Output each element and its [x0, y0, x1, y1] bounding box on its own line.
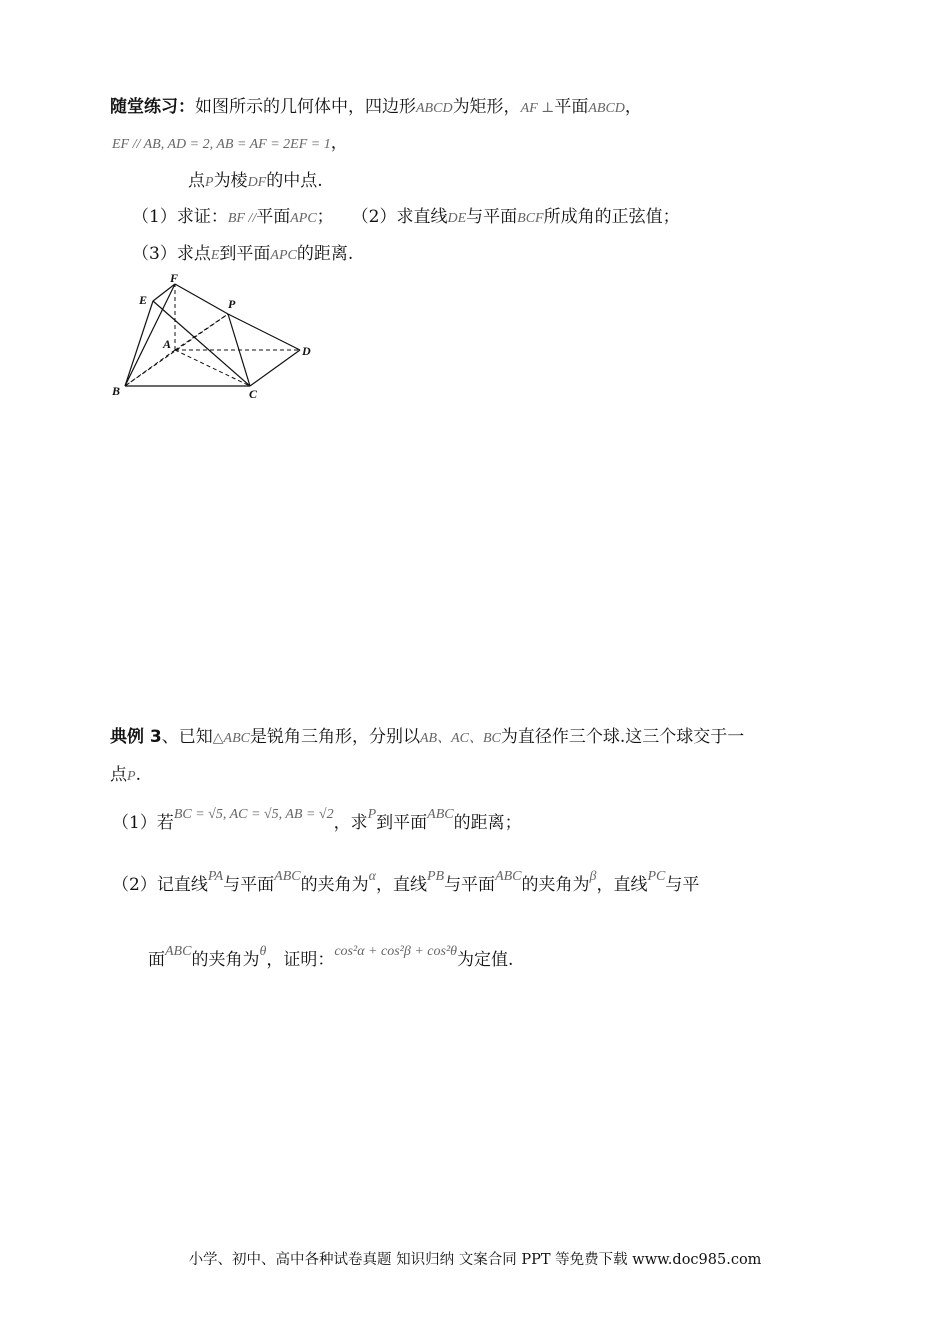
text: 到平面 [376, 813, 428, 833]
text: 的中点. [266, 171, 323, 191]
math: P [367, 807, 377, 822]
math: PC [647, 869, 666, 884]
text: （1）求证： [132, 207, 228, 227]
math: AB、AC、BC [419, 731, 501, 746]
example3-line-2 [110, 760, 141, 785]
practice-line-2 [112, 128, 348, 153]
text: 是锐角三角形，分别以 [249, 727, 420, 747]
edge-E-F [153, 284, 175, 301]
label-B: B [112, 384, 121, 398]
text: . [135, 765, 141, 785]
text: ，直线 [596, 875, 648, 895]
text: 为棱 [213, 171, 248, 191]
practice-question-3 [132, 239, 353, 264]
text: （3）求点 [132, 244, 211, 264]
edge-C-D [250, 350, 300, 386]
label-D: D [302, 344, 311, 358]
label-P: P [228, 297, 236, 311]
math: ABC [165, 944, 192, 959]
text: （1）若 [112, 813, 174, 833]
math: PA [207, 869, 224, 884]
text: （2）求直线 [351, 207, 448, 227]
text: 平面 [256, 207, 291, 227]
dashed-A-C [175, 350, 250, 386]
math: ABCD [416, 101, 453, 116]
text: ， [330, 133, 348, 153]
practice-heading: 随堂练习： [110, 97, 195, 117]
text: 点 [110, 765, 127, 785]
math: BF // [227, 211, 257, 226]
text: 为直径作三个球.这三个球交于一 [500, 727, 745, 747]
math: PB [426, 869, 445, 884]
text: ； [316, 207, 334, 227]
math: β [589, 869, 597, 884]
practice-line-1 [110, 92, 642, 117]
text: 与平面 [444, 875, 496, 895]
math: cos²α + cos²β + cos²θ [334, 944, 458, 959]
math: ABC [495, 869, 522, 884]
edge-F-P [175, 284, 228, 314]
text: 面 [148, 950, 165, 970]
text: 平面 [554, 97, 589, 117]
text: 的夹角为 [191, 950, 260, 970]
practice-question-1-2 [132, 202, 680, 227]
math: EF // AB, AD = 2, AB = AF = 2EF = 1 [112, 137, 331, 152]
example3-part-2-cont [148, 945, 513, 970]
text: 与平面 [466, 207, 518, 227]
geometry-figure [108, 268, 338, 408]
math: θ [259, 944, 267, 959]
math: E [210, 248, 220, 263]
label-F: F [170, 271, 179, 285]
text: 的夹角为 [521, 875, 590, 895]
text: （2）记直线 [112, 875, 208, 895]
math: AF ⊥ [520, 101, 555, 116]
page-footer: 小学、初中、高中各种试卷真题 知识归纳 文案合同 PPT 等免费下载 www.doc985.com [188, 1252, 762, 1268]
math: DF [247, 175, 267, 190]
math: APC [290, 211, 317, 226]
text: ， [624, 97, 642, 117]
example3-line-1 [110, 722, 744, 747]
text: 已知 [178, 727, 213, 747]
practice-line-3 [188, 166, 323, 191]
example3-part-1 [112, 808, 522, 833]
math: ABC [427, 807, 454, 822]
math: BC = √5, AC = √5, AB = √2 [173, 807, 334, 822]
math: α [368, 869, 376, 884]
text: 与平 [665, 875, 700, 895]
text: 、 [161, 727, 179, 747]
text: 如图所示的几何体中，四边形 [195, 97, 416, 117]
math: BCF [517, 211, 544, 226]
text: 为定值. [457, 950, 514, 970]
text: ，求 [333, 813, 368, 833]
example3-part-2 [112, 870, 699, 895]
label-C: C [249, 387, 258, 401]
label-A: A [163, 337, 172, 351]
edge-E-B [125, 301, 153, 386]
text: 的距离； [453, 813, 522, 833]
text: 点 [188, 171, 205, 191]
edge-F-B [125, 284, 175, 386]
math: DE [447, 211, 467, 226]
math: P [205, 175, 214, 190]
text: 的距离. [296, 244, 354, 264]
text: ，直线 [375, 875, 427, 895]
text: 到平面 [219, 244, 271, 264]
text: 的夹角为 [300, 875, 369, 895]
text: 为矩形， [452, 97, 521, 117]
edge-P-D [228, 314, 300, 350]
text: ，证明： [266, 950, 335, 970]
math: P [127, 769, 136, 784]
example3-heading: 典例 3 [110, 727, 162, 747]
label-E: E [139, 293, 148, 307]
math: APC [270, 248, 297, 263]
math: △ABC [212, 731, 250, 746]
math: ABC [274, 869, 301, 884]
text: 与平面 [223, 875, 275, 895]
text: 所成角的正弦值； [543, 207, 680, 227]
math: ABCD [588, 101, 625, 116]
